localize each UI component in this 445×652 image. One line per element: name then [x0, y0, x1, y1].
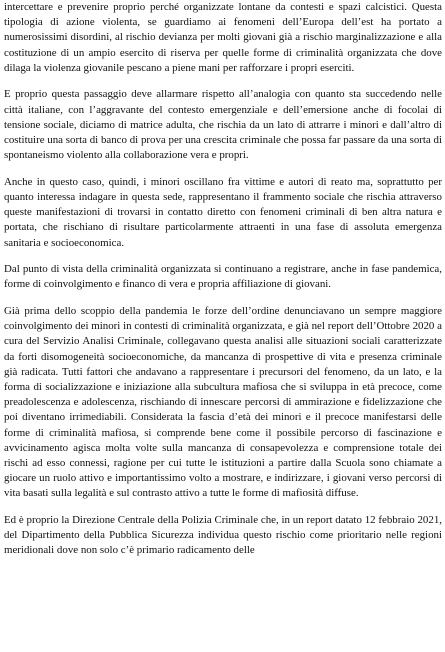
paragraph-3: Anche in questo caso, quindi, i minori oscillano fra vittime e autori di reato ma, soprattutto per quanto interessa indagare in questa sede, rappresentano il frammento sociale che rischia attraverso queste manifestazioni di trovarsi in contatto diretto con fenomeni criminali di ben altra natura e portata, che rischiano di risultare particolarmente attraenti in una fase di assoluta emergenza sanitaria e socioeconomica. [4, 175, 442, 249]
paragraph-4: Dal punto di vista della criminalità organizzata si continuano a registrare, anche in fase pandemica, forme di coinvolgimento e financo di vera e propria affiliazione di giovani. [4, 263, 442, 291]
document-page [4, 0, 442, 570]
paragraph-1: intercettare e prevenire proprio perché organizzate lontane da contesti e spazi calcistici. Questa tipologia di azione violenta, se guardiamo ai fenomeni dell’Europa dell’est ha portato a numerosissimi disordini, al rischio devianza per molti giovani già a rischio marginalizzazione e alla costituzione di un ampio esercito di riserva per quelle forme di criminalità organizzata che dove dilaga la violenza giovanile pescano a piene mani per rafforzare i propri eserciti. [4, 1, 442, 74]
paragraph-6: Ed è proprio la Direzione Centrale della Polizia Criminale che, in un report datato 12 febbraio 2021, del Dipartimento della Pubblica Sicurezza individua questo rischio come prioritario nelle regioni meridionali dove non solo c’è primario radicamento delle [4, 514, 442, 557]
paragraph-5: Già prima dello scoppio della pandemia le forze dell’ordine denunciavano un sempre maggiore coinvolgimento dei minori in contesti di criminalità organizzata, e già nel report dell’Ottobre 2020 a cura del Servizio Analisi Criminale, collegavano questa analisi alle situazioni sociali caratterizzate da forti disomogeneità socioeconomiche, da mancanza di prospettive di vita e presenza criminale già radicata. Tutti fattori che andavano a rappresentare i precursori del fenomeno, da un lato, e la forma di socializzazione e iniziazione alla subcultura mafiosa che si sviluppa in età precoce, come preadolescenza e adolescenza, rischiando di innescare percorsi di ammirazione e fidelizzazione che poi diventano irrimediabili. Considerata la fascia d’età dei minori e il precoce manifestarsi delle forme di criminalità mafiosa, si comprende bene come il possibile percorso di fascinazione e avvicinamento agisca molta volte sulla mancanza di consapevolezza e comprensione totale dei rischi ad esso connessi, ragione per cui tutte le istituzioni a partire dalla Scuola sono chiamate a giocare un ruolo attivo e importantissimo volto a mostrare, e indirizzare, i giovani verso percorsi di vita basati sulla legalità e sul contrasto attivo a tutte le forme di mafiosità diffuse. [4, 305, 442, 500]
paragraph-2: E proprio questa passaggio deve allarmare rispetto all’analogia con quanto sta succedendo nelle città italiane, con l’aggravante del contesto emergenziale e dell’emersione anche di focolai di tensione sociale, diciamo di matrice adulta, che rischia da un lato di attrarre i minori e dall’altro di costituire una sorta di banco di prova per una crescita criminale che possa far passare da una sorta di spontaneismo violento alla collaborazione vera e propri. [4, 88, 442, 162]
